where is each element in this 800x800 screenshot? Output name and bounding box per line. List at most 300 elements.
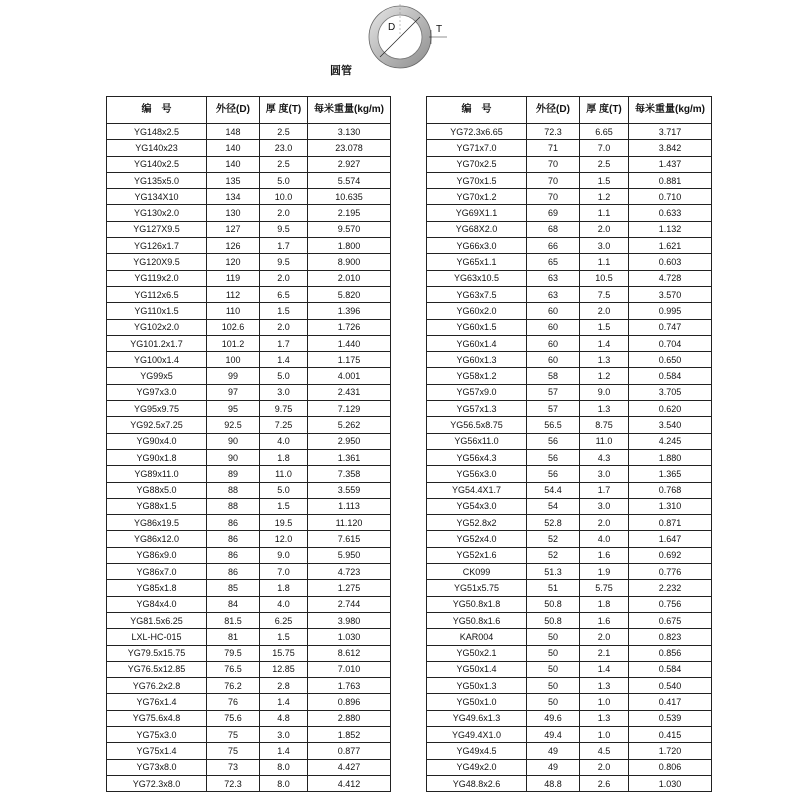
cell-outer-diameter: 51.3 xyxy=(527,564,580,580)
cell-weight: 2.431 xyxy=(308,384,391,400)
cell-thickness: 12.0 xyxy=(260,531,308,547)
cell-code: YG92.5x7.25 xyxy=(107,417,207,433)
cell-weight: 0.539 xyxy=(629,710,712,726)
cell-code: YG86x7.0 xyxy=(107,564,207,580)
table-row xyxy=(107,678,391,694)
cell-thickness: 7.25 xyxy=(260,417,308,433)
table-row xyxy=(107,775,391,791)
cell-outer-diameter: 60 xyxy=(527,319,580,335)
cell-thickness: 9.75 xyxy=(260,401,308,417)
cell-outer-diameter: 76.5 xyxy=(207,661,260,677)
table-row xyxy=(427,433,712,449)
tube-diagram xyxy=(0,0,800,90)
cell-thickness: 1.5 xyxy=(260,303,308,319)
spec-table-right xyxy=(426,96,712,792)
cell-code: YG50x1.3 xyxy=(427,678,527,694)
table-row xyxy=(107,612,391,628)
cell-weight: 3.540 xyxy=(629,417,712,433)
table-row xyxy=(427,401,712,417)
cell-thickness: 1.5 xyxy=(580,172,629,188)
cell-thickness: 6.5 xyxy=(260,286,308,302)
table-row xyxy=(107,433,391,449)
cell-thickness: 9.0 xyxy=(580,384,629,400)
cell-thickness: 1.4 xyxy=(580,661,629,677)
cell-thickness: 5.75 xyxy=(580,580,629,596)
cell-weight: 1.275 xyxy=(308,580,391,596)
cell-code: YG102x2.0 xyxy=(107,319,207,335)
cell-code: YG56x3.0 xyxy=(427,466,527,482)
table-row xyxy=(427,498,712,514)
cell-outer-diameter: 63 xyxy=(527,270,580,286)
col-header-weight: 每米重量(kg/m) xyxy=(308,97,391,124)
cell-code: YG48.8x2.6 xyxy=(427,775,527,791)
cell-thickness: 3.0 xyxy=(260,726,308,742)
cell-weight: 1.720 xyxy=(629,743,712,759)
cell-outer-diameter: 75.6 xyxy=(207,710,260,726)
cell-weight: 0.675 xyxy=(629,612,712,628)
cell-code: YG148x2.5 xyxy=(107,124,207,140)
cell-thickness: 1.7 xyxy=(580,482,629,498)
col-header-weight: 每米重量(kg/m) xyxy=(629,97,712,124)
table-row xyxy=(427,189,712,205)
cell-outer-diameter: 70 xyxy=(527,189,580,205)
table-row xyxy=(427,629,712,645)
cell-outer-diameter: 73 xyxy=(207,759,260,775)
table-row xyxy=(427,710,712,726)
table-row xyxy=(427,124,712,140)
cell-thickness: 2.0 xyxy=(580,759,629,775)
cell-weight: 2.010 xyxy=(308,270,391,286)
cell-code: YG52.8x2 xyxy=(427,515,527,531)
cell-code: YG50.8x1.6 xyxy=(427,612,527,628)
table-row xyxy=(427,547,712,563)
table-row xyxy=(427,466,712,482)
table-row xyxy=(427,612,712,628)
cell-thickness: 2.5 xyxy=(580,156,629,172)
cell-weight: 0.806 xyxy=(629,759,712,775)
cell-code: YG60x1.5 xyxy=(427,319,527,335)
cell-weight: 4.427 xyxy=(308,759,391,775)
cell-weight: 1.880 xyxy=(629,449,712,465)
cell-thickness: 2.0 xyxy=(260,319,308,335)
cell-weight: 0.747 xyxy=(629,319,712,335)
table-row xyxy=(427,270,712,286)
cell-outer-diameter: 60 xyxy=(527,352,580,368)
table-row xyxy=(427,694,712,710)
cell-weight: 1.030 xyxy=(629,775,712,791)
cell-outer-diameter: 54.4 xyxy=(527,482,580,498)
cell-outer-diameter: 65 xyxy=(527,254,580,270)
cell-code: YG63x7.5 xyxy=(427,286,527,302)
cell-thickness: 11.0 xyxy=(580,433,629,449)
table-row xyxy=(427,580,712,596)
cell-outer-diameter: 50 xyxy=(527,694,580,710)
cell-code: YG49.4X1.0 xyxy=(427,726,527,742)
cell-code: YG50x2.1 xyxy=(427,645,527,661)
cell-code: YG73x8.0 xyxy=(107,759,207,775)
cell-thickness: 2.0 xyxy=(260,270,308,286)
cell-weight: 0.584 xyxy=(629,368,712,384)
diameter-label: D xyxy=(388,22,396,33)
cell-thickness: 3.0 xyxy=(580,238,629,254)
cell-outer-diameter: 86 xyxy=(207,515,260,531)
cell-code: YG65x1.1 xyxy=(427,254,527,270)
cell-code: YG49x4.5 xyxy=(427,743,527,759)
cell-outer-diameter: 60 xyxy=(527,335,580,351)
table-row xyxy=(107,759,391,775)
cell-weight: 4.245 xyxy=(629,433,712,449)
cell-code: YG51x5.75 xyxy=(427,580,527,596)
cell-weight: 1.396 xyxy=(308,303,391,319)
cell-code: YG57x9.0 xyxy=(427,384,527,400)
cell-thickness: 9.5 xyxy=(260,221,308,237)
cell-code: YG135x5.0 xyxy=(107,172,207,188)
cell-outer-diameter: 127 xyxy=(207,221,260,237)
cell-weight: 1.310 xyxy=(629,498,712,514)
cell-code: YG70x1.2 xyxy=(427,189,527,205)
cell-outer-diameter: 130 xyxy=(207,205,260,221)
table-row xyxy=(427,759,712,775)
cell-thickness: 5.0 xyxy=(260,482,308,498)
cell-weight: 23.078 xyxy=(308,140,391,156)
cell-code: YG90x1.8 xyxy=(107,449,207,465)
cell-thickness: 2.6 xyxy=(580,775,629,791)
cell-weight: 3.130 xyxy=(308,124,391,140)
cell-thickness: 1.1 xyxy=(580,254,629,270)
cell-code: YG99x5 xyxy=(107,368,207,384)
table-row xyxy=(107,319,391,335)
table-row xyxy=(427,156,712,172)
cell-outer-diameter: 50.8 xyxy=(527,596,580,612)
cell-weight: 0.896 xyxy=(308,694,391,710)
cell-outer-diameter: 60 xyxy=(527,303,580,319)
cell-thickness: 1.8 xyxy=(260,580,308,596)
cell-thickness: 1.5 xyxy=(260,629,308,645)
cell-thickness: 3.0 xyxy=(260,384,308,400)
round-tube-icon xyxy=(0,0,800,90)
table-row xyxy=(427,205,712,221)
cell-code: YG76x1.4 xyxy=(107,694,207,710)
table-row xyxy=(107,172,391,188)
cell-code: YG70x2.5 xyxy=(427,156,527,172)
table-row xyxy=(107,189,391,205)
cell-code: YG49.6x1.3 xyxy=(427,710,527,726)
cell-weight: 1.030 xyxy=(308,629,391,645)
cell-code: YG75x1.4 xyxy=(107,743,207,759)
cell-thickness: 9.5 xyxy=(260,254,308,270)
cell-outer-diameter: 71 xyxy=(527,140,580,156)
cell-weight: 5.574 xyxy=(308,172,391,188)
cell-code: YG63x10.5 xyxy=(427,270,527,286)
cell-thickness: 1.2 xyxy=(580,368,629,384)
cell-weight: 1.763 xyxy=(308,678,391,694)
table-row xyxy=(427,221,712,237)
cell-outer-diameter: 76 xyxy=(207,694,260,710)
table-row xyxy=(107,449,391,465)
cell-thickness: 1.4 xyxy=(580,335,629,351)
cell-outer-diameter: 50 xyxy=(527,629,580,645)
cell-code: YG56x4.3 xyxy=(427,449,527,465)
table-row xyxy=(427,678,712,694)
cell-outer-diameter: 52.8 xyxy=(527,515,580,531)
cell-thickness: 1.0 xyxy=(580,726,629,742)
cell-outer-diameter: 57 xyxy=(527,384,580,400)
cell-weight: 2.232 xyxy=(629,580,712,596)
cell-weight: 1.647 xyxy=(629,531,712,547)
cell-weight: 1.621 xyxy=(629,238,712,254)
cell-weight: 1.440 xyxy=(308,335,391,351)
cell-thickness: 1.5 xyxy=(580,319,629,335)
diagram-caption: 圆管 xyxy=(330,65,352,77)
table-row xyxy=(427,564,712,580)
cell-weight: 2.950 xyxy=(308,433,391,449)
cell-outer-diameter: 79.5 xyxy=(207,645,260,661)
table-row xyxy=(427,352,712,368)
cell-code: YG134X10 xyxy=(107,189,207,205)
cell-outer-diameter: 50 xyxy=(527,661,580,677)
cell-weight: 7.615 xyxy=(308,531,391,547)
cell-outer-diameter: 72.3 xyxy=(527,124,580,140)
cell-thickness: 2.8 xyxy=(260,678,308,694)
cell-outer-diameter: 102.6 xyxy=(207,319,260,335)
cell-weight: 5.820 xyxy=(308,286,391,302)
cell-weight: 0.650 xyxy=(629,352,712,368)
col-header-thickness: 厚 度(T) xyxy=(260,97,308,124)
cell-thickness: 5.0 xyxy=(260,368,308,384)
table-row xyxy=(427,286,712,302)
table-row xyxy=(107,547,391,563)
cell-code: YG119x2.0 xyxy=(107,270,207,286)
cell-outer-diameter: 48.8 xyxy=(527,775,580,791)
cell-thickness: 1.4 xyxy=(260,694,308,710)
cell-code: YG50x1.0 xyxy=(427,694,527,710)
table-row xyxy=(107,498,391,514)
cell-code: YG130x2.0 xyxy=(107,205,207,221)
cell-thickness: 1.7 xyxy=(260,335,308,351)
cell-outer-diameter: 69 xyxy=(527,205,580,221)
cell-code: YG76.2x2.8 xyxy=(107,678,207,694)
table-row xyxy=(427,254,712,270)
cell-outer-diameter: 56 xyxy=(527,433,580,449)
cell-outer-diameter: 66 xyxy=(527,238,580,254)
cell-weight: 4.412 xyxy=(308,775,391,791)
cell-weight: 3.570 xyxy=(629,286,712,302)
cell-weight: 0.856 xyxy=(629,645,712,661)
cell-weight: 0.704 xyxy=(629,335,712,351)
cell-thickness: 23.0 xyxy=(260,140,308,156)
cell-outer-diameter: 110 xyxy=(207,303,260,319)
cell-outer-diameter: 86 xyxy=(207,531,260,547)
cell-weight: 0.603 xyxy=(629,254,712,270)
cell-thickness: 7.0 xyxy=(580,140,629,156)
table-row xyxy=(107,694,391,710)
cell-code: YG70x1.5 xyxy=(427,172,527,188)
cell-weight: 0.756 xyxy=(629,596,712,612)
table-row xyxy=(427,368,712,384)
cell-outer-diameter: 90 xyxy=(207,449,260,465)
table-row xyxy=(427,319,712,335)
cell-weight: 0.881 xyxy=(629,172,712,188)
cell-code: YG81.5x6.25 xyxy=(107,612,207,628)
table-row xyxy=(107,466,391,482)
cell-code: YG56.5x8.75 xyxy=(427,417,527,433)
table-row xyxy=(427,417,712,433)
cell-weight: 7.358 xyxy=(308,466,391,482)
col-header-code: 编 号 xyxy=(427,97,527,124)
cell-weight: 1.132 xyxy=(629,221,712,237)
cell-outer-diameter: 50 xyxy=(527,678,580,694)
cell-thickness: 1.6 xyxy=(580,612,629,628)
table-row xyxy=(107,743,391,759)
cell-weight: 10.635 xyxy=(308,189,391,205)
cell-thickness: 9.0 xyxy=(260,547,308,563)
cell-weight: 4.723 xyxy=(308,564,391,580)
cell-weight: 1.175 xyxy=(308,352,391,368)
cell-outer-diameter: 49 xyxy=(527,743,580,759)
cell-weight: 0.995 xyxy=(629,303,712,319)
cell-code: YG140x23 xyxy=(107,140,207,156)
table-row xyxy=(107,564,391,580)
cell-weight: 0.584 xyxy=(629,661,712,677)
cell-outer-diameter: 81.5 xyxy=(207,612,260,628)
cell-weight: 0.692 xyxy=(629,547,712,563)
cell-code: YG101.2x1.7 xyxy=(107,335,207,351)
cell-code: YG60x1.3 xyxy=(427,352,527,368)
cell-thickness: 8.0 xyxy=(260,759,308,775)
table-row xyxy=(107,710,391,726)
cell-weight: 0.823 xyxy=(629,629,712,645)
cell-code: YG54x3.0 xyxy=(427,498,527,514)
cell-outer-diameter: 112 xyxy=(207,286,260,302)
table-row xyxy=(427,515,712,531)
cell-weight: 3.980 xyxy=(308,612,391,628)
table-row xyxy=(427,482,712,498)
cell-outer-diameter: 68 xyxy=(527,221,580,237)
cell-outer-diameter: 97 xyxy=(207,384,260,400)
cell-outer-diameter: 85 xyxy=(207,580,260,596)
spec-table-left xyxy=(106,96,391,792)
table-row xyxy=(107,645,391,661)
cell-outer-diameter: 101.2 xyxy=(207,335,260,351)
cell-thickness: 1.9 xyxy=(580,564,629,580)
cell-thickness: 8.75 xyxy=(580,417,629,433)
cell-weight: 2.927 xyxy=(308,156,391,172)
table-row xyxy=(107,205,391,221)
cell-outer-diameter: 84 xyxy=(207,596,260,612)
cell-code: YG72.3x8.0 xyxy=(107,775,207,791)
cell-thickness: 2.0 xyxy=(580,303,629,319)
cell-outer-diameter: 86 xyxy=(207,547,260,563)
cell-weight: 3.705 xyxy=(629,384,712,400)
cell-thickness: 3.0 xyxy=(580,466,629,482)
table-row xyxy=(107,580,391,596)
cell-weight: 3.717 xyxy=(629,124,712,140)
cell-outer-diameter: 75 xyxy=(207,743,260,759)
cell-weight: 1.365 xyxy=(629,466,712,482)
cell-code: YG85x1.8 xyxy=(107,580,207,596)
cell-thickness: 1.8 xyxy=(260,449,308,465)
cell-weight: 0.417 xyxy=(629,694,712,710)
cell-thickness: 1.0 xyxy=(580,694,629,710)
cell-outer-diameter: 89 xyxy=(207,466,260,482)
table-row xyxy=(107,270,391,286)
cell-code: YG86x9.0 xyxy=(107,547,207,563)
cell-weight: 2.744 xyxy=(308,596,391,612)
cell-thickness: 7.0 xyxy=(260,564,308,580)
table-body-right xyxy=(427,124,712,792)
cell-code: YG88x5.0 xyxy=(107,482,207,498)
cell-code: YG75.6x4.8 xyxy=(107,710,207,726)
table-row xyxy=(107,661,391,677)
cell-outer-diameter: 76.2 xyxy=(207,678,260,694)
cell-code: YG49x2.0 xyxy=(427,759,527,775)
cell-code: YG56x11.0 xyxy=(427,433,527,449)
cell-code: LXL-HC-015 xyxy=(107,629,207,645)
cell-thickness: 4.3 xyxy=(580,449,629,465)
cell-outer-diameter: 63 xyxy=(527,286,580,302)
cell-thickness: 1.1 xyxy=(580,205,629,221)
table-row xyxy=(107,124,391,140)
table-row xyxy=(427,140,712,156)
cell-weight: 1.361 xyxy=(308,449,391,465)
table-row xyxy=(107,238,391,254)
cell-thickness: 1.3 xyxy=(580,352,629,368)
cell-outer-diameter: 49.4 xyxy=(527,726,580,742)
cell-thickness: 4.0 xyxy=(260,433,308,449)
cell-thickness: 1.4 xyxy=(260,352,308,368)
table-row xyxy=(107,417,391,433)
cell-outer-diameter: 52 xyxy=(527,547,580,563)
table-row xyxy=(107,726,391,742)
cell-thickness: 6.25 xyxy=(260,612,308,628)
col-header-outer-diameter: 外径(D) xyxy=(527,97,580,124)
cell-code: YG89x11.0 xyxy=(107,466,207,482)
cell-weight: 3.842 xyxy=(629,140,712,156)
cell-code: YG97x3.0 xyxy=(107,384,207,400)
cell-weight: 5.950 xyxy=(308,547,391,563)
cell-thickness: 6.65 xyxy=(580,124,629,140)
cell-outer-diameter: 92.5 xyxy=(207,417,260,433)
cell-code: YG84x4.0 xyxy=(107,596,207,612)
cell-weight: 1.800 xyxy=(308,238,391,254)
cell-weight: 1.113 xyxy=(308,498,391,514)
cell-thickness: 7.5 xyxy=(580,286,629,302)
table-row xyxy=(107,352,391,368)
cell-code: KAR004 xyxy=(427,629,527,645)
table-row xyxy=(107,156,391,172)
cell-outer-diameter: 57 xyxy=(527,401,580,417)
cell-code: YG50x1.4 xyxy=(427,661,527,677)
cell-thickness: 8.0 xyxy=(260,775,308,791)
cell-code: YG76.5x12.85 xyxy=(107,661,207,677)
cell-thickness: 15.75 xyxy=(260,645,308,661)
cell-code: YG57x1.3 xyxy=(427,401,527,417)
table-row xyxy=(107,140,391,156)
cell-weight: 0.620 xyxy=(629,401,712,417)
cell-outer-diameter: 51 xyxy=(527,580,580,596)
cell-outer-diameter: 88 xyxy=(207,482,260,498)
cell-weight: 4.001 xyxy=(308,368,391,384)
header-row xyxy=(107,97,391,124)
cell-outer-diameter: 135 xyxy=(207,172,260,188)
cell-thickness: 1.3 xyxy=(580,710,629,726)
cell-outer-diameter: 88 xyxy=(207,498,260,514)
cell-code: YG60x1.4 xyxy=(427,335,527,351)
cell-outer-diameter: 49 xyxy=(527,759,580,775)
table-row xyxy=(427,384,712,400)
table-row xyxy=(427,596,712,612)
cell-weight: 1.852 xyxy=(308,726,391,742)
